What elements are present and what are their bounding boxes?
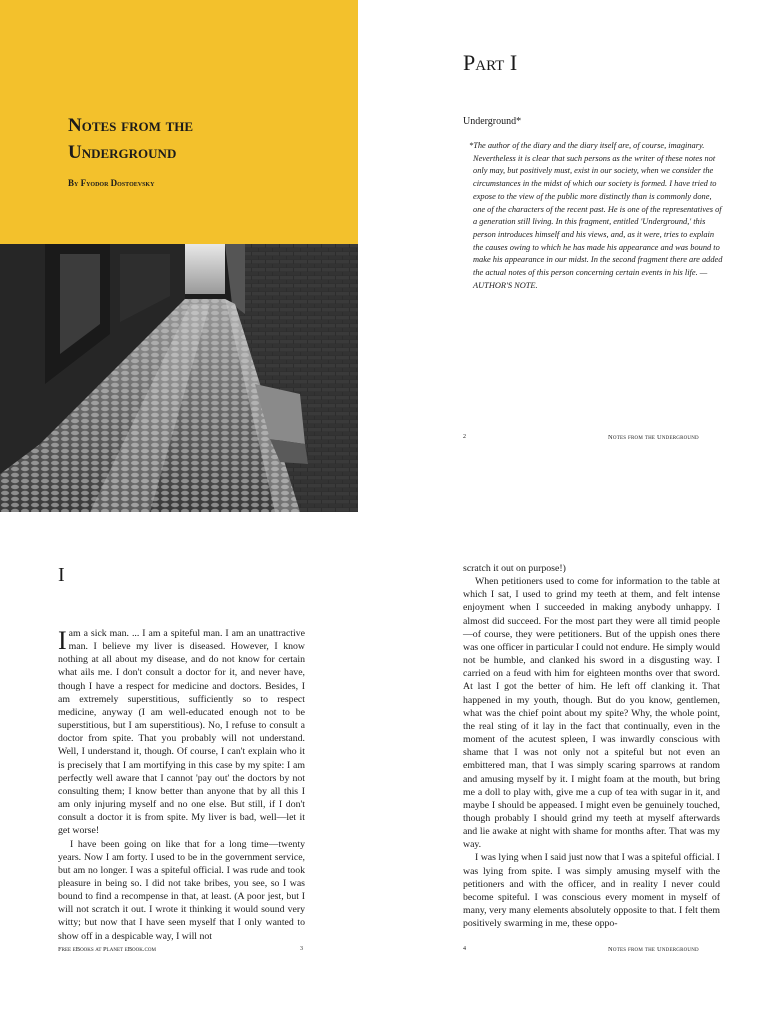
paragraph: I was lying when I said just now that I was a spiteful official. I was lying from spite. I was simply amusing myself with the petitioners and with the officer, and in reality I never could become spiteful. I was conscious every moment in myself of many, very many elements absolutely opposite to that. I felt them positively swarming in me, these oppo- bbox=[463, 852, 720, 930]
chapter-number: I bbox=[58, 564, 65, 586]
section-label: Underground* bbox=[463, 116, 522, 127]
page-2 bbox=[410, 0, 768, 512]
body-text bbox=[463, 562, 720, 930]
authors-note-footnote: *The author of the diary and the diary itself are, of course, imaginary. Nevertheless it is clear that such persons as the writer of these notes not only may, but positively must, exist in our society, when we consider the circumstances in the midst of which our society is formed. I have tried to expose to the view of the public more distinctly than is commonly done, one of the characters of the recent past. He is one of the representatives of a generation still living. In this fragment, entitled 'Underground,' this person introduces himself and his views, and, as it were, tries to explain the causes owing to which he has made his appearance and was bound to make his appearance in our midst. In the second fragment there are added the actual notes of this person concerning certain events in his life. —AUTHOR'S NOTE. bbox=[469, 141, 723, 290]
cover-alley-photo bbox=[0, 244, 358, 512]
page-number: 3 bbox=[300, 946, 303, 952]
paragraph: When petitioners used to come for information to the table at which I sat, I used to grind my teeth at them, and felt intense enjoyment when I succeeded in making anybody unhappy. I almost did succeed. For the most part they were all timid people—of course, they were petitioners. But of the uppish ones there was one officer in particular I could not endure. He simply would not be humble, and clanked his sword in a disgusting way. I carried on a feud with him for eighteen months over that sword. At last I got the better of him. He left off clanking it. That happened in my youth, though. But do you know, gentlemen, what was the chief point about my spite? Why, the whole point, the real sting of it lay in the fact that continually, even in the moment of the acutest spleen, I was inwardly conscious with shame that I was not only not a spiteful but not even an embittered man, that I was simply scaring sparrows at random and amusing myself by it. I might foam at the mouth, but bring me a doll to play with, give me a cup of tea with sugar in it, and maybe I should be appeased. I might even be genuinely touched, though probably I should grind my teeth at myself afterwards and lie awake at night with shame for months after. That was my way. bbox=[463, 576, 720, 851]
page-number: 4 bbox=[463, 946, 466, 952]
body-text bbox=[58, 627, 305, 943]
part-title: Part I bbox=[463, 50, 518, 75]
paragraph: scratch it out on purpose!) bbox=[463, 563, 566, 574]
page-number: 2 bbox=[463, 434, 466, 440]
paragraph-text: am a sick man. ... I am a spiteful man. I am an unattractive man. I believe my liver is diseased. However, I know nothing at all about my disease, and do not know for certain what ails me. I don't consult a doctor for it, and never have, though I have a respect for medicine and doctors. Besides, I am extremely superstitious, sufficiently so to respect medicine, anyway (I am well-educated enough not to be superstitious, but I am superstitious). No, I refuse to consult a doctor from spite. That you probably will not understand. Well, I understand it, though. Of course, I can't explain who it is precisely that I am mortifying in this case by my spite: I am perfectly well aware that I cannot 'pay out' the doctors by not consulting them; I know better than anyone that by all this I am only injuring myself and no one else. But still, if I don't consult a doctor it is from spite. My liver is bad, well—let it get worse! bbox=[58, 628, 305, 837]
drop-cap: I bbox=[58, 626, 67, 655]
book-author: By Fyodor Dostoevsky bbox=[68, 178, 155, 188]
page-3 bbox=[0, 512, 384, 1024]
cover-page bbox=[0, 0, 358, 512]
page-4 bbox=[410, 512, 768, 1024]
book-title bbox=[68, 112, 328, 166]
paragraph bbox=[58, 627, 305, 838]
footer-site: Free eBooks at Planet eBook.com bbox=[58, 946, 156, 953]
running-head: Notes from the Underground bbox=[608, 946, 699, 953]
paragraph: I have been going on like that for a long time—twenty years. Now I am forty. I used to be in the government service, but am no longer. I was a spiteful official. I was rude and took pleasure in being so. I did not take bribes, you see, so I was bound to find a recompense in that, at least. (A poor jest, but I will not scratch it out. I wrote it thinking it would sound very witty; but now that I have seen myself that I only wanted to show off in a despicable way, I will not bbox=[58, 838, 305, 942]
book-title-line-1: Notes from the bbox=[68, 115, 194, 136]
running-head: Notes from the Underground bbox=[608, 434, 699, 441]
book-title-line-2: Underground bbox=[68, 142, 177, 163]
